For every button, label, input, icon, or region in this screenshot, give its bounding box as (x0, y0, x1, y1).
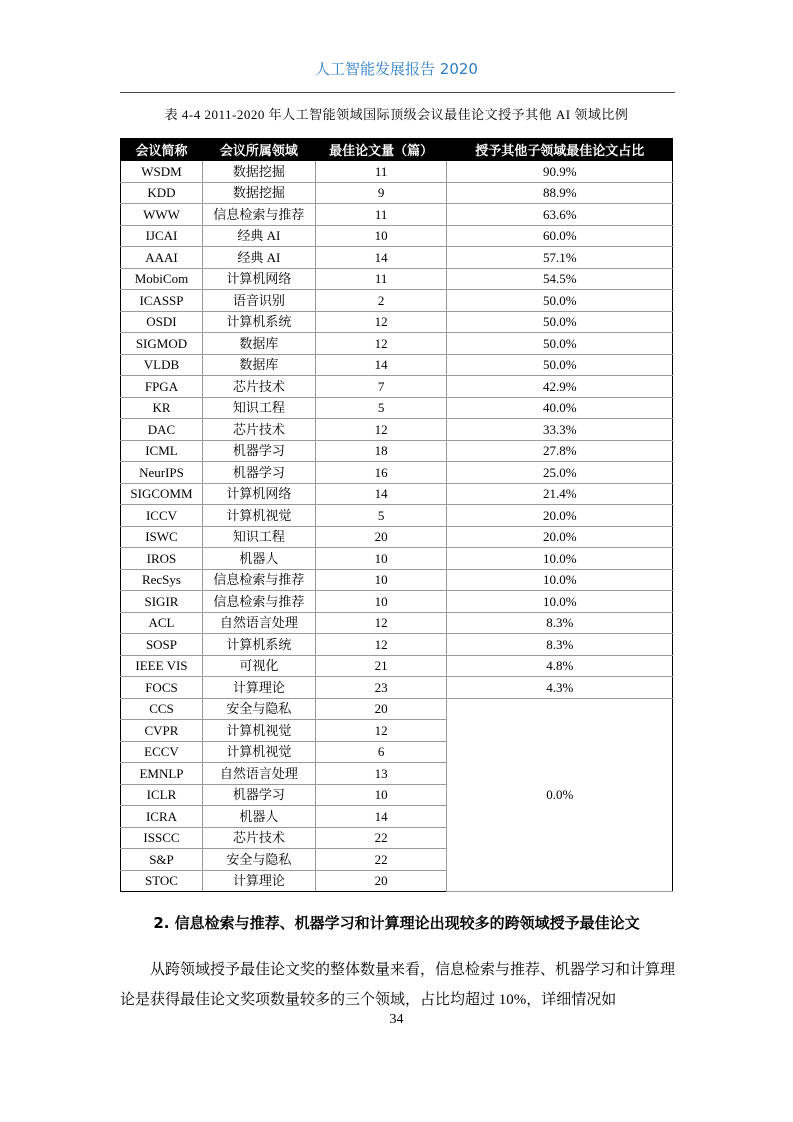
cell-field: 计算机视觉 (202, 720, 315, 742)
cell-field: 机器人 (202, 548, 315, 570)
cell-ratio: 10.0% (447, 548, 673, 570)
best-paper-table (120, 138, 673, 892)
cell-paper-count: 6 (315, 741, 447, 763)
cell-field: 计算机系统 (202, 311, 315, 333)
cell-paper-count: 22 (315, 827, 447, 849)
cell-paper-count: 9 (315, 182, 447, 204)
cell-ratio: 27.8% (447, 440, 673, 462)
cell-field: 经典 AI (202, 225, 315, 247)
table-row (121, 677, 673, 699)
cell-ratio: 57.1% (447, 247, 673, 269)
cell-paper-count: 11 (315, 204, 447, 226)
cell-paper-count: 7 (315, 376, 447, 398)
cell-ratio: 10.0% (447, 591, 673, 613)
header-field: 会议所属领域 (202, 139, 315, 161)
cell-ratio: 88.9% (447, 182, 673, 204)
cell-conference: AAAI (121, 247, 203, 269)
table-row (121, 204, 673, 226)
cell-ratio: 10.0% (447, 569, 673, 591)
cell-conference: CCS (121, 698, 203, 720)
cell-field: 知识工程 (202, 397, 315, 419)
cell-ratio: 8.3% (447, 612, 673, 634)
cell-paper-count: 23 (315, 677, 447, 699)
cell-ratio: 42.9% (447, 376, 673, 398)
cell-conference: FOCS (121, 677, 203, 699)
table-row (121, 419, 673, 441)
cell-conference: ISWC (121, 526, 203, 548)
table-row (121, 462, 673, 484)
cell-conference: ICLR (121, 784, 203, 806)
cell-paper-count: 10 (315, 569, 447, 591)
header-conference: 会议简称 (121, 139, 203, 161)
header-ratio: 授予其他子领域最佳论文占比 (447, 139, 673, 161)
cell-ratio: 63.6% (447, 204, 673, 226)
cell-conference: WWW (121, 204, 203, 226)
table-row (121, 612, 673, 634)
table-row (121, 634, 673, 656)
cell-field: 计算理论 (202, 677, 315, 699)
cell-paper-count: 10 (315, 225, 447, 247)
cell-ratio: 50.0% (447, 354, 673, 376)
cell-ratio: 4.8% (447, 655, 673, 677)
table-row (121, 655, 673, 677)
cell-conference: VLDB (121, 354, 203, 376)
table-row (121, 483, 673, 505)
cell-ratio: 20.0% (447, 526, 673, 548)
cell-paper-count: 10 (315, 548, 447, 570)
cell-field: 计算机系统 (202, 634, 315, 656)
cell-ratio: 54.5% (447, 268, 673, 290)
cell-field: 机器学习 (202, 462, 315, 484)
cell-paper-count: 22 (315, 849, 447, 871)
cell-paper-count: 12 (315, 720, 447, 742)
cell-field: 信息检索与推荐 (202, 204, 315, 226)
cell-conference: ACL (121, 612, 203, 634)
table-row (121, 376, 673, 398)
cell-conference: IROS (121, 548, 203, 570)
cell-field: 计算机网络 (202, 268, 315, 290)
cell-paper-count: 14 (315, 483, 447, 505)
cell-field: 可视化 (202, 655, 315, 677)
cell-conference: WSDM (121, 161, 203, 183)
cell-field: 芯片技术 (202, 419, 315, 441)
cell-paper-count: 14 (315, 354, 447, 376)
cell-ratio: 21.4% (447, 483, 673, 505)
cell-field: 计算机网络 (202, 483, 315, 505)
cell-field: 信息检索与推荐 (202, 591, 315, 613)
cell-conference: ISSCC (121, 827, 203, 849)
cell-conference: ICRA (121, 806, 203, 828)
cell-paper-count: 20 (315, 526, 447, 548)
cell-field: 机器学习 (202, 784, 315, 806)
table-row (121, 311, 673, 333)
cell-ratio: 25.0% (447, 462, 673, 484)
cell-paper-count: 12 (315, 419, 447, 441)
cell-conference: KDD (121, 182, 203, 204)
cell-conference: FPGA (121, 376, 203, 398)
table-row (121, 591, 673, 613)
table-body (121, 161, 673, 892)
cell-field: 自然语言处理 (202, 763, 315, 785)
cell-paper-count: 12 (315, 612, 447, 634)
cell-ratio: 90.9% (447, 161, 673, 183)
cell-conference: ICASSP (121, 290, 203, 312)
body-paragraph: 从跨领域授予最佳论文奖的整体数量来看，信息检索与推荐、机器学习和计算理论是获得最佳论文奖项数量较多的三个领域，占比均超过 10%，详细情况如 (120, 962, 676, 1008)
report-header: 人工智能发展报告 2020 (315, 60, 478, 78)
cell-paper-count: 12 (315, 311, 447, 333)
cell-conference: NeurIPS (121, 462, 203, 484)
table-row (121, 440, 673, 462)
cell-field: 芯片技术 (202, 827, 315, 849)
cell-conference: MobiCom (121, 268, 203, 290)
cell-ratio: 50.0% (447, 290, 673, 312)
cell-field: 计算机视觉 (202, 741, 315, 763)
cell-field: 芯片技术 (202, 376, 315, 398)
cell-paper-count: 12 (315, 333, 447, 355)
cell-ratio: 20.0% (447, 505, 673, 527)
cell-conference: ICCV (121, 505, 203, 527)
table-row (121, 698, 673, 720)
cell-conference: SIGIR (121, 591, 203, 613)
cell-paper-count: 21 (315, 655, 447, 677)
cell-conference: IEEE VIS (121, 655, 203, 677)
cell-conference: DAC (121, 419, 203, 441)
cell-ratio: 8.3% (447, 634, 673, 656)
cell-field: 计算理论 (202, 870, 315, 892)
cell-conference: SIGCOMM (121, 483, 203, 505)
cell-field: 数据挖掘 (202, 161, 315, 183)
table-header-row (121, 139, 673, 161)
cell-field: 安全与隐私 (202, 698, 315, 720)
cell-conference: ECCV (121, 741, 203, 763)
table-row (121, 161, 673, 183)
cell-ratio: 40.0% (447, 397, 673, 419)
table-row (121, 526, 673, 548)
table-row (121, 354, 673, 376)
table-row (121, 548, 673, 570)
cell-field: 经典 AI (202, 247, 315, 269)
cell-conference: CVPR (121, 720, 203, 742)
cell-field: 数据库 (202, 354, 315, 376)
cell-field: 信息检索与推荐 (202, 569, 315, 591)
table-row (121, 182, 673, 204)
cell-paper-count: 10 (315, 591, 447, 613)
cell-ratio: 33.3% (447, 419, 673, 441)
cell-conference: S&P (121, 849, 203, 871)
table-row (121, 569, 673, 591)
table-row (121, 505, 673, 527)
cell-field: 机器学习 (202, 440, 315, 462)
cell-paper-count: 10 (315, 784, 447, 806)
cell-conference: OSDI (121, 311, 203, 333)
cell-paper-count: 16 (315, 462, 447, 484)
cell-paper-count: 18 (315, 440, 447, 462)
table-row (121, 397, 673, 419)
section-heading: 2. 信息检索与推荐、机器学习和计算理论出现较多的跨领域授予最佳论文 (153, 914, 640, 932)
header-paper-count: 最佳论文量（篇） (315, 139, 447, 161)
cell-field: 机器人 (202, 806, 315, 828)
table-row (121, 225, 673, 247)
table-row (121, 290, 673, 312)
cell-field: 计算机视觉 (202, 505, 315, 527)
table-row (121, 333, 673, 355)
cell-paper-count: 20 (315, 698, 447, 720)
header-divider (120, 92, 675, 93)
cell-field: 自然语言处理 (202, 612, 315, 634)
cell-field: 数据挖掘 (202, 182, 315, 204)
cell-paper-count: 20 (315, 870, 447, 892)
table-row (121, 268, 673, 290)
cell-paper-count: 13 (315, 763, 447, 785)
cell-paper-count: 14 (315, 806, 447, 828)
table-row (121, 247, 673, 269)
cell-conference: EMNLP (121, 763, 203, 785)
cell-field: 安全与隐私 (202, 849, 315, 871)
page-number: 34 (389, 1012, 404, 1027)
cell-ratio: 50.0% (447, 333, 673, 355)
cell-paper-count: 11 (315, 268, 447, 290)
cell-conference: IJCAI (121, 225, 203, 247)
cell-conference: RecSys (121, 569, 203, 591)
cell-paper-count: 14 (315, 247, 447, 269)
cell-conference: SIGMOD (121, 333, 203, 355)
cell-field: 知识工程 (202, 526, 315, 548)
cell-conference: KR (121, 397, 203, 419)
cell-paper-count: 11 (315, 161, 447, 183)
cell-ratio: 60.0% (447, 225, 673, 247)
cell-paper-count: 2 (315, 290, 447, 312)
cell-paper-count: 5 (315, 505, 447, 527)
cell-field: 语音识别 (202, 290, 315, 312)
cell-ratio-merged: 0.0% (447, 698, 673, 892)
cell-conference: SOSP (121, 634, 203, 656)
cell-paper-count: 5 (315, 397, 447, 419)
cell-paper-count: 12 (315, 634, 447, 656)
cell-ratio: 4.3% (447, 677, 673, 699)
table-caption: 表 4-4 2011-2020 年人工智能领域国际顶级会议最佳论文授予其他 AI 领域比例 (164, 107, 629, 122)
cell-ratio: 50.0% (447, 311, 673, 333)
cell-field: 数据库 (202, 333, 315, 355)
cell-conference: STOC (121, 870, 203, 892)
cell-conference: ICML (121, 440, 203, 462)
